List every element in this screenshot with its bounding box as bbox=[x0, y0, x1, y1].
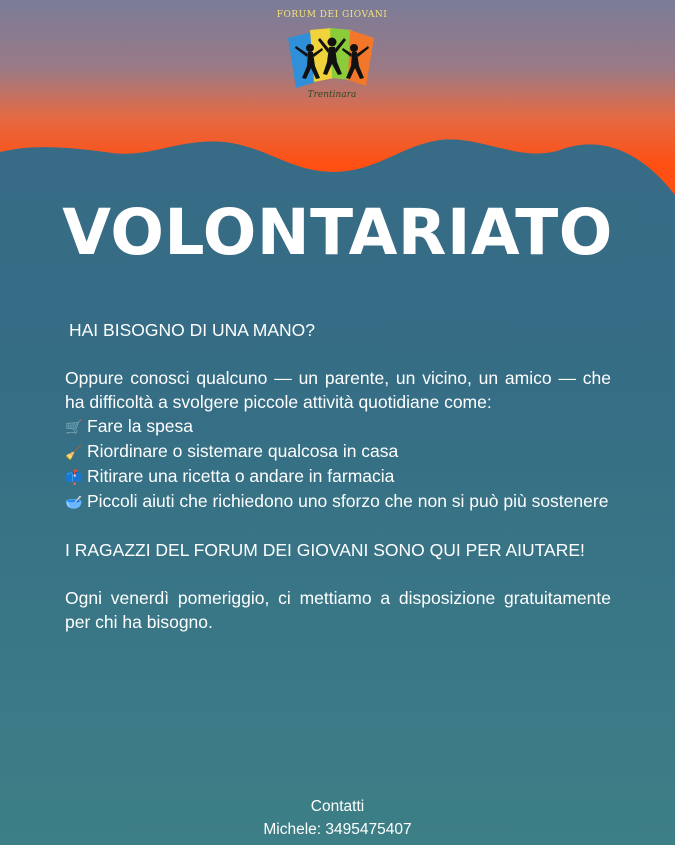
forum-statement: I RAGAZZI DEL FORUM DEI GIOVANI SONO QUI PER AIUTARE! bbox=[65, 540, 585, 560]
logo-title: FORUM DEI GIOVANI bbox=[276, 10, 388, 20]
list-item-text: Riordinare o sistemare qualcosa in casa bbox=[87, 441, 399, 461]
list-item bbox=[65, 414, 611, 439]
list-item-text: Ritirare una ricetta o andare in farmacia bbox=[87, 466, 395, 486]
schedule-paragraph: Ogni venerdì pomeriggio, ci mettiamo a disposizione gratuitamente per chi ha bisogno. bbox=[65, 588, 611, 632]
contact-phone: Michele: 3495475407 bbox=[263, 821, 412, 838]
list-item bbox=[65, 439, 611, 464]
mailbox-icon: 📫 bbox=[65, 469, 83, 485]
list-item-text: Piccoli aiuti che richiedono uno sforzo che non si può più sostenere bbox=[87, 491, 609, 511]
logo-subtitle: Trentinara bbox=[307, 90, 357, 100]
contacts-block bbox=[0, 795, 675, 841]
headline: VOLONTARIATO bbox=[62, 196, 613, 269]
list-item-text: Fare la spesa bbox=[87, 416, 194, 436]
flyer-body bbox=[65, 318, 611, 634]
contacts-label: Contatti bbox=[310, 798, 365, 815]
shopping-cart-icon: 🛒 bbox=[65, 419, 83, 435]
jumping-people-icon bbox=[282, 24, 382, 92]
question-line: HAI BISOGNO DI UNA MANO? bbox=[69, 320, 316, 340]
list-item bbox=[65, 464, 611, 489]
broom-icon: 🧹 bbox=[65, 444, 83, 460]
bowl-icon: 🥣 bbox=[65, 494, 83, 510]
intro-paragraph: Oppure conosci qualcuno — un parente, un vicino, un amico — che ha difficoltà a svolgere piccole attività quotidiane come: bbox=[65, 368, 611, 412]
help-list bbox=[65, 414, 611, 514]
forum-logo bbox=[262, 10, 402, 110]
list-item bbox=[65, 489, 611, 514]
